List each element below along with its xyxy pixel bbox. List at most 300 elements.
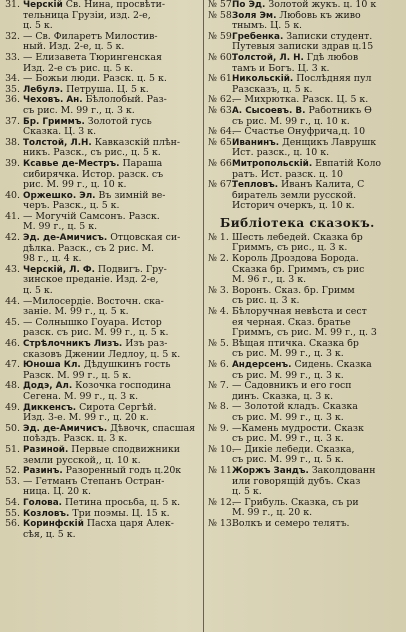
entry-first-line [206, 127, 406, 138]
entry-continuation: ц. 5 к. [232, 487, 262, 498]
entry-title: Три поэмы. Ц. 15 к. [69, 508, 170, 519]
entry-number: 32. [5, 30, 20, 42]
entry-number: № 67. [208, 179, 235, 191]
entry-first-line [0, 466, 203, 477]
entry-text [232, 106, 406, 117]
entry-author: Иванинъ. [232, 137, 280, 148]
catalog-entry [0, 519, 203, 540]
entry-first-line [0, 445, 203, 456]
entry-text [232, 233, 406, 244]
entry-title: — Дикiе лебеди. Сказка, [232, 444, 355, 455]
entry-number: № 62. [208, 94, 235, 106]
entry-first-line [0, 509, 203, 520]
catalog-entry [0, 0, 203, 32]
entry-author: Разинъ. [23, 466, 63, 477]
entry-number: 37. [5, 115, 20, 127]
entry-first-line [0, 318, 203, 329]
entry-text [23, 117, 203, 128]
entry-number: 54. [5, 496, 20, 508]
entry-text [232, 498, 406, 509]
entry-title: Волкъ и семеро телятъ. [232, 518, 350, 529]
entry-first-line [0, 85, 203, 96]
entry-first-line [0, 95, 203, 106]
entry-text [23, 445, 203, 456]
entry-number: 49. [5, 401, 20, 413]
catalog-entry [206, 286, 406, 307]
catalog-entry [206, 0, 406, 11]
entry-continuation: съ рис. М. 99 г., ц. 3 к. [232, 434, 344, 445]
entry-text [232, 424, 406, 435]
catalog-entry [0, 265, 203, 297]
entry-number: № 9. [208, 422, 229, 434]
entry-number: № 2. [208, 253, 229, 265]
entry-continuation: рис. М. 99 г., ц. 10 к. [23, 180, 127, 191]
catalog-entry [206, 233, 406, 254]
catalog-entry [0, 85, 203, 96]
entry-number: 50. [5, 422, 20, 434]
entry-text [232, 360, 406, 371]
catalog-entry [0, 138, 203, 159]
entry-continuation: съ рис. М. 99 г., ц. 3 к. [232, 412, 344, 423]
entry-title: Вѣщая птичка. Сказка бр [232, 338, 359, 349]
entry-number: № 65. [208, 136, 235, 148]
entry-title: Дѣдушкинъ гость [80, 360, 171, 371]
entry-number: 55. [5, 507, 20, 519]
entry-text [23, 191, 203, 202]
entry-author: Диккенсъ. [23, 402, 77, 413]
catalog-entry [0, 32, 203, 53]
entry-continuation: съ рис. М. 99 г., ц. 5 к. [232, 455, 344, 466]
entry-author: Юноша Кл. [23, 360, 81, 371]
entry-number: № 64. [208, 126, 235, 138]
entry-title: Первые сподвижники [68, 444, 180, 455]
entry-text [232, 53, 406, 64]
entry-title: Воронъ. Сказ. бр. Гримм [232, 285, 355, 296]
entry-number: 56. [5, 518, 20, 530]
entry-continuation: ц. 5 к. [23, 286, 53, 297]
catalog-entry [206, 180, 406, 212]
entry-first-line [0, 53, 203, 64]
entry-first-line [0, 265, 203, 276]
entry-number: 38. [5, 136, 20, 148]
entry-continuation: съ рис. М. 99 г., ц. 3 к. [232, 370, 344, 381]
entry-text [232, 307, 406, 318]
entry-continuation: поѣздъ. Разск. ц. 3 к. [23, 434, 128, 445]
entry-text [232, 339, 406, 350]
entry-continuation: сѣя, ц. 5 к. [23, 529, 76, 540]
entry-number: № 3. [208, 284, 229, 296]
catalog-entry [0, 74, 203, 85]
entry-continuation: земли русской,, ц. 10 к. [23, 455, 141, 466]
entry-continuation: ея черная. Сказ. братье [232, 317, 351, 328]
entry-number: 46. [5, 338, 20, 349]
entry-author: Эд. де-Амичисъ. [23, 423, 108, 434]
entry-title: — Св. Филаретъ Милостив- [23, 31, 158, 42]
catalog-entry [0, 53, 203, 74]
catalog-entry [206, 11, 406, 32]
entry-title: Сидень. Сказка [291, 360, 372, 370]
entry-first-line [206, 402, 406, 413]
entry-number: 41. [5, 210, 20, 222]
catalog-entry [0, 233, 203, 265]
entry-first-line [0, 498, 203, 509]
entry-number: 44. [5, 295, 20, 307]
catalog-entry [206, 53, 406, 74]
entry-text [23, 159, 203, 170]
entry-continuation: никъ. Разск., съ рис., ц. 5 к. [23, 148, 161, 159]
entry-text [23, 297, 203, 308]
entry-text [232, 254, 406, 265]
entry-text [232, 0, 406, 11]
entry-number: 36. [5, 94, 20, 106]
entry-first-line [0, 159, 203, 170]
entry-author: Никольскiй. [232, 74, 294, 85]
entry-first-line [0, 138, 203, 149]
catalog-entry [206, 74, 406, 95]
catalog-entry [206, 381, 406, 402]
entry-first-line [206, 424, 406, 435]
entry-title: Евпатiй Коло [312, 158, 382, 169]
entry-continuation: Разсказъ, ц. 5 к. [232, 84, 313, 95]
entry-title: Бѣлолобый. Раз- [82, 95, 167, 106]
catalog-entry [206, 424, 406, 445]
entry-text [23, 403, 203, 414]
entry-first-line [0, 477, 203, 488]
catalog-entry [206, 32, 406, 53]
entry-author: Жоржъ Зандъ. [232, 465, 309, 476]
entry-first-line [0, 403, 203, 414]
entry-title: Изъ раз- [122, 339, 168, 349]
entry-continuation: съ рис. М. 99 г., ц. 10 к. [232, 116, 350, 127]
entry-first-line [206, 32, 406, 43]
entry-number: № 60. [208, 51, 235, 63]
entry-author: Черскiй, Л. Ф. [23, 264, 95, 275]
entry-continuation: Сказка бр. Гриммъ, съ рис [232, 264, 365, 275]
catalog-entry [206, 127, 406, 138]
entry-title: — Садовникъ и его госп [232, 381, 352, 392]
entry-continuation: Ист. разск., ц. 10 к. [232, 148, 330, 159]
catalog-entry [0, 212, 203, 233]
entry-author: Лебулэ. [23, 84, 64, 95]
entry-number: № 63. [208, 104, 235, 116]
entry-continuation: сказовъ Джении Ледлоу, ц. 5 к. [23, 349, 181, 360]
entry-first-line [206, 339, 406, 350]
catalog-entry [206, 339, 406, 360]
entry-number: № 59. [208, 30, 235, 42]
entry-title: Любовь къ живо [276, 10, 361, 21]
entry-author: Оржешко. Эл. [23, 190, 96, 201]
entry-text [232, 159, 406, 170]
entry-text [23, 32, 203, 43]
entry-continuation: М. 99 г., ц. 20 к. [232, 508, 313, 519]
catalog-entry [0, 360, 203, 381]
catalog-entry [0, 445, 203, 466]
catalog-entry [206, 360, 406, 381]
entry-title: Работникъ Ө [305, 105, 372, 116]
catalog-entry [206, 307, 406, 339]
entry-title: Разоренный годъ ц.20к [62, 466, 182, 477]
entry-title: Денщикъ Лаврушк [279, 137, 377, 148]
entry-number: 39. [5, 157, 20, 169]
entry-title: Заколдованн [308, 465, 376, 476]
entry-text [23, 466, 203, 477]
entry-continuation: Путевыя записки здрав ц.15 [232, 42, 374, 53]
entry-number: 34. [5, 73, 20, 85]
entry-first-line [0, 0, 203, 11]
entry-first-line [206, 180, 406, 191]
entry-text [23, 233, 203, 244]
entry-continuation: тамъ и Богъ. Ц. 3 к. [232, 63, 330, 74]
entry-title: Пасха царя Алек- [83, 519, 174, 530]
entry-text [23, 381, 203, 392]
entry-first-line [206, 74, 406, 85]
entry-author: Ксавье де-Местръ. [23, 158, 120, 169]
catalog-entry [206, 159, 406, 180]
entry-title: Золотой гусь [84, 116, 152, 127]
entry-text [232, 519, 406, 530]
entry-title: Параша [119, 158, 163, 169]
entry-continuation: черъ. Разск., ц. 5 к. [23, 201, 120, 212]
entry-author: Золя Эм. [232, 10, 277, 21]
entry-first-line [0, 74, 203, 85]
catalog-list-continued [206, 0, 406, 212]
entry-title: — Михрютка. Разск. Ц. 5 к. [232, 95, 369, 106]
entry-first-line [206, 138, 406, 149]
entry-continuation: М. 99 г., ц. 5 к. [23, 222, 98, 233]
catalog-entry [206, 138, 406, 159]
entry-author: Разиной. [23, 444, 69, 455]
entry-number: 51. [5, 443, 20, 455]
entry-author: Толстой, Л.Н. [23, 137, 92, 148]
entry-text [232, 138, 406, 149]
catalog-entry [206, 519, 406, 530]
entry-title: — Золотой кладъ. Сказка [232, 402, 358, 413]
entry-text [232, 381, 406, 392]
entry-title: Гдѣ любов [303, 52, 359, 63]
entry-first-line [0, 381, 203, 392]
entry-continuation: ц. 5 к. [23, 21, 53, 32]
entry-number: 53. [5, 475, 20, 487]
entry-first-line [0, 519, 203, 530]
entry-text [23, 74, 203, 85]
entry-title: Въ зимнiй ве- [95, 190, 166, 201]
entry-number: № 11. [208, 464, 235, 476]
entry-title: Петруша. Ц. 5 к. [63, 84, 149, 95]
entry-title: — Елизавета Тюрингенская [23, 52, 162, 63]
entry-text [23, 339, 203, 350]
entry-author: Митропольскiй. [232, 158, 313, 169]
entry-continuation: динъ. Сказка, ц. 3 к. [232, 391, 334, 402]
entry-text [232, 11, 406, 22]
column-divider [203, 0, 204, 632]
entry-text [23, 477, 203, 488]
entry-number: № 13. [208, 517, 235, 529]
left-column [0, 0, 203, 540]
entry-number: № 7. [208, 380, 229, 392]
entry-first-line [206, 53, 406, 64]
entry-title: Иванъ Калита, С [278, 180, 365, 191]
entry-text [23, 212, 203, 223]
entry-text [23, 265, 203, 276]
entry-text [232, 127, 406, 138]
catalog-entry [206, 402, 406, 423]
catalog-entry [0, 95, 203, 116]
entry-number: 48. [5, 380, 20, 392]
entry-title: Св. Нина, просвѣти- [62, 0, 166, 10]
catalog-entry [0, 191, 203, 212]
entry-first-line [0, 360, 203, 371]
entry-continuation: Изд. 3-е. М. 99 г., ц. 20 к. [23, 413, 149, 424]
entry-number: 40. [5, 189, 20, 201]
entry-text [23, 85, 203, 96]
entry-first-line [0, 233, 203, 244]
entry-continuation: разск. съ рис. М. 99 г., ц. 5 к. [23, 328, 169, 339]
entry-title: — Могучiй Самсонъ. Разск. [23, 211, 160, 222]
section-title: Библiотека сказокъ. [220, 215, 375, 230]
entry-title: — Солнышко Гоуара. Истор [23, 317, 162, 328]
entry-continuation: дѣлка. Разск., съ 2 рис. М. [23, 243, 155, 254]
entry-number: 31. [5, 0, 20, 10]
entry-title: Бѣлоручная невѣста и сест [232, 307, 367, 318]
entry-continuation: занiе. М. 99 г., ц. 5 к. [23, 307, 129, 318]
entry-text [23, 318, 203, 329]
entry-number: № 57. [208, 0, 235, 10]
entry-author: Голова. [23, 497, 62, 508]
entry-title: Отцовская си- [107, 233, 181, 244]
catalog-entry [206, 466, 406, 498]
entry-number: 35. [5, 83, 20, 95]
entry-number: № 6. [208, 359, 229, 370]
entry-first-line [206, 381, 406, 392]
entry-first-line [206, 233, 406, 244]
entry-first-line [0, 297, 203, 308]
entry-continuation: или говорящiй дубъ. Сказ [232, 476, 361, 487]
entry-title: —Милосердiе. Восточн. ска- [23, 296, 164, 307]
entry-text [232, 95, 406, 106]
entry-author: Гребенка. [232, 31, 284, 42]
entry-continuation: съ рис. М. 99 г., ц. 3 к. [23, 105, 135, 116]
entry-first-line [206, 286, 406, 297]
entry-title: Петина просьба, ц. 5 к. [61, 497, 181, 508]
entry-author: Эд. де-Амичисъ. [23, 233, 108, 244]
entry-author: Додэ, Ал. [23, 381, 73, 392]
entry-continuation: тнымъ. Ц. 5 к. [232, 21, 303, 32]
entry-continuation: съ рис. ц. 3 к. [232, 296, 300, 307]
entry-number: 43. [5, 263, 20, 275]
entry-continuation: Сказка. Ц. 3 к. [23, 127, 97, 138]
entry-continuation: тельница Грузiи, изд. 2-е, [23, 10, 151, 21]
entry-text [232, 32, 406, 43]
entry-first-line [206, 360, 406, 371]
entry-continuation: Разск. М. 99 г., ц. 5 к. [23, 370, 132, 381]
entry-continuation: Историч очеркъ, ц. 10 к. [232, 201, 355, 212]
entry-author: По Эд. [232, 0, 266, 10]
entry-author: Чеховъ. Ан. [23, 95, 83, 106]
entry-author: Козловъ. [23, 508, 70, 519]
entry-text [23, 138, 203, 149]
entry-continuation: ница. Ц. 20 к. [23, 487, 91, 498]
entry-title: Записки студент. [283, 31, 373, 42]
entry-author: Толстой, Л. Н. [232, 52, 304, 63]
entry-number: 45. [5, 316, 20, 328]
entry-first-line [0, 117, 203, 128]
entry-number: № 66. [208, 157, 235, 169]
catalog-entry [0, 159, 203, 191]
entry-text [23, 424, 203, 435]
entry-first-line [206, 159, 406, 170]
catalog-entry [0, 424, 203, 445]
entry-first-line [0, 424, 203, 435]
entry-title: Подвигъ. Гру- [94, 264, 167, 275]
entry-text [23, 95, 203, 106]
entry-first-line [0, 339, 203, 350]
entry-title: Король Дроздова Борода. [232, 254, 359, 265]
entry-author: Бр. Гриммъ. [23, 116, 85, 127]
catalog-entry [0, 466, 203, 477]
entry-continuation: Гриммъ, съ рис., ц. 3 к. [232, 243, 348, 254]
entry-first-line [0, 191, 203, 202]
entry-author: Стрѣлочникъ Лизъ. [23, 339, 123, 349]
catalog-entry [206, 254, 406, 286]
fairy-tales-list [206, 233, 406, 530]
entry-text [23, 0, 203, 11]
entry-first-line [206, 11, 406, 22]
catalog-entry [0, 381, 203, 402]
entry-number: № 12. [208, 496, 235, 508]
right-column [206, 0, 406, 530]
entry-first-line [0, 32, 203, 43]
entry-title: Кавказскiй плѣн- [91, 137, 181, 148]
entry-first-line [206, 307, 406, 318]
entry-title: — Божьи люди. Разск. ц. 5 к. [23, 74, 167, 85]
entry-title: Послѣдняя пул [293, 74, 372, 85]
catalog-entry [206, 445, 406, 466]
entry-number: № 58. [208, 9, 235, 21]
entry-author: А. Сысоевъ. В. [232, 105, 306, 116]
entry-continuation: биратель земли русской. [232, 190, 357, 201]
catalog-entry [0, 297, 203, 318]
entry-continuation: ратъ. Ист. разск. ц. 10 [232, 169, 343, 180]
catalog-entry [206, 106, 406, 127]
entry-continuation: 98 г., ц. 4 к. [23, 254, 82, 265]
entry-first-line [206, 445, 406, 456]
entry-author: Черскiй [23, 0, 63, 10]
catalog-entry [0, 403, 203, 424]
catalog-entry [0, 477, 203, 498]
catalog-entry [206, 95, 406, 106]
entry-first-line [206, 498, 406, 509]
entry-number: № 1. [208, 231, 229, 243]
entry-title: — Грибуль. Сказка, съ ри [232, 497, 359, 508]
entry-text [23, 360, 203, 371]
entry-first-line [206, 95, 406, 106]
entry-title: — Счастье Онуфрича,ц. 10 [232, 127, 366, 138]
entry-text [232, 445, 406, 456]
entry-first-line [206, 519, 406, 530]
entry-text [232, 180, 406, 191]
entry-number: 52. [5, 465, 20, 477]
entry-title: Сирота Сергѣй. [76, 402, 157, 413]
entry-first-line [206, 0, 406, 11]
entry-title: —Камень мудрости. Сказк [232, 423, 364, 434]
entry-number: № 4. [208, 306, 229, 318]
entry-continuation: Изд. 2-е съ рис. ц. 5 к. [23, 63, 134, 74]
entry-continuation: ный. Изд. 2-е, ц. 5 к. [23, 42, 125, 53]
entry-title: — Гетманъ Степанъ Остран- [23, 476, 165, 487]
entry-continuation: сибирячка. Истор. разск. съ [23, 169, 164, 180]
catalog-entry [0, 318, 203, 339]
catalog-entry [0, 339, 203, 360]
